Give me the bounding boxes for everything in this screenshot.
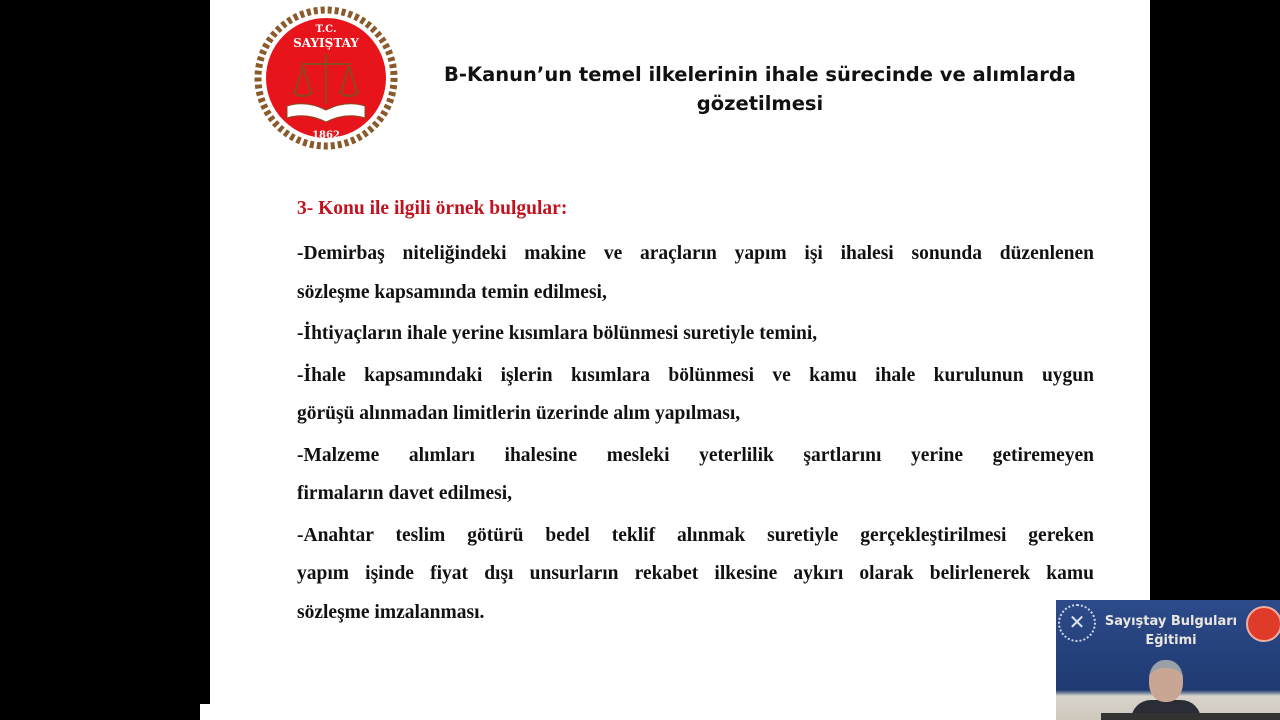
finding-line: sözleşme imzalanması. [297,601,485,623]
sayistay-emblem-icon [1246,606,1280,642]
finding-item [297,315,1094,354]
presenter [1131,660,1201,720]
logo-year-text: 1862 [312,130,340,141]
sayistay-logo [251,6,401,151]
title-line: B-Kanun’un temel ilkelerinin ihale sürecinde ve alımlarda [444,63,1076,86]
presenter-head [1149,660,1183,702]
section-heading: 3- Konu ile ilgili örnek bulgular: [297,198,568,219]
finding-line: -İhale kapsamındaki işlerin kısımlara bölünmesi ve kamu ihale kurulunun uygun [297,364,1094,386]
finding-line: yapım işinde fiyat dışı unsurların rekabet ilkesine aykırı olarak belirlenerek kamu [297,563,1094,584]
finding-line: -Malzeme alımları ihalesine mesleki yeterlilik şartlarını yerine getiremeyen [297,444,1094,466]
slide-title [420,60,1100,118]
banner-line: Sayıştay Bulguları [1104,614,1238,629]
webcam-overlay [1056,600,1280,720]
finding-item [297,517,1094,633]
finding-line: -Anahtar teslim götürü bedel teklif alınmak suretiyle gerçekleştirilmesi gereken [297,524,1094,546]
slide-content [297,195,1094,635]
logo-name-text: SAYIŞTAY [293,36,359,50]
title-line: gözetilmesi [696,92,824,115]
finding-item [297,357,1094,434]
finding-line: -İhtiyaçların ihale yerine kısımlara bölünmesi suretiyle temini, [297,323,818,344]
finding-line: firmaların davet edilmesi, [297,483,513,504]
monitor [1101,713,1280,720]
logo-tc-text: T.C. [315,24,337,35]
finding-line: -Demirbaş niteliğindeki makine ve araçların yapım işi ihalesi sonunda düzenlenen [297,243,1094,264]
finding-line: görüşü alınmadan limitlerin üzerinde alım yapılması, [297,403,741,424]
finding-item [297,235,1094,312]
banner-line: Eğitimi [1145,633,1197,648]
finding-item [297,437,1094,514]
webcam-banner [1096,612,1246,650]
emblem-icon: ✕ [1058,604,1096,642]
slide-edge [200,704,210,720]
finding-line: sözleşme kapsamında temin edilmesi, [297,281,607,303]
